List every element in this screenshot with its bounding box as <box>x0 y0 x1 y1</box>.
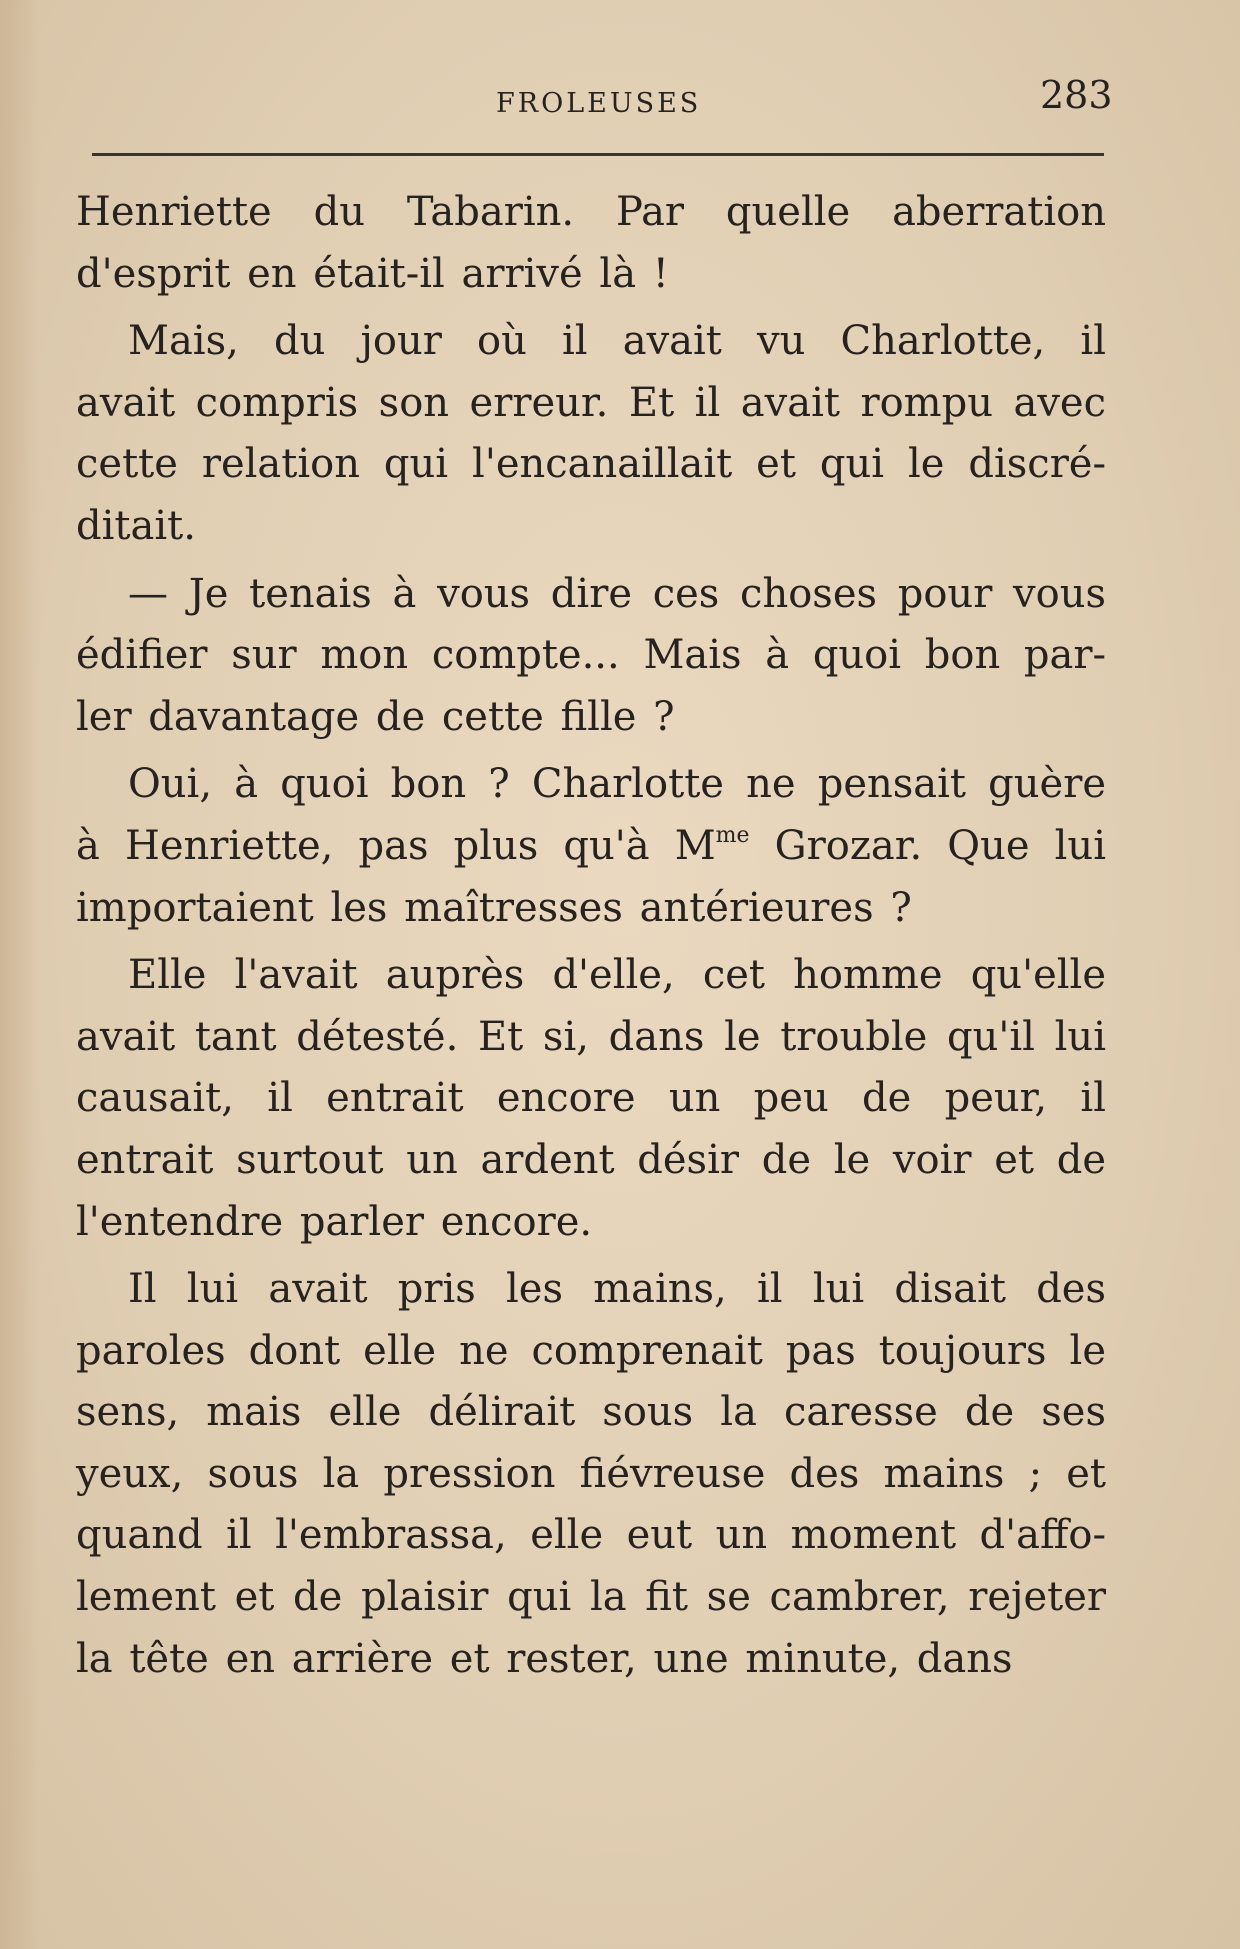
text-line: la tête en arrière et rester, une minute, dans <box>76 1635 1013 1682</box>
text-line: paroles dont elle ne comprenait pas toujours le <box>76 1327 1106 1374</box>
text-line: à Henriette, pas plus qu'à $M^{me}$ Grozar. Que lui <box>76 822 1106 869</box>
text-line: ler davantage de cette fille ? <box>76 693 675 740</box>
paragraph <box>76 182 1106 305</box>
running-head: FROLEUSES <box>496 88 702 119</box>
header-rule <box>92 153 1104 156</box>
superscript: me <box>715 822 750 848</box>
text-line: cette relation qui l'encanaillait et qui le discré- <box>76 441 1106 488</box>
paragraph <box>76 311 1106 557</box>
text-line: Mais, du jour où il avait vu Charlotte, il <box>128 318 1106 365</box>
text-line: — Je tenais à vous dire ces choses pour vous <box>128 570 1106 617</box>
text-line: yeux, sous la pression fiévreuse des mains ; et <box>76 1450 1106 1497</box>
text-line: quand il l'embrassa, elle eut un moment d'affo- <box>76 1512 1106 1559</box>
text-line: l'entendre parler encore. <box>76 1198 593 1245</box>
text-line: sens, mais elle délirait sous la caresse de ses <box>76 1389 1106 1436</box>
text-line: causait, il entrait encore un peu de peur, il <box>76 1075 1106 1122</box>
text-line: d'esprit en était-il arrivé là ! <box>76 250 669 297</box>
paragraph <box>76 945 1106 1253</box>
paragraph <box>76 754 1106 939</box>
text-line: avait compris son erreur. Et il avait rompu avec <box>76 379 1106 426</box>
page-number: 283 <box>1040 73 1113 117</box>
text-line: Oui, à quoi bon ? Charlotte ne pensait guère <box>128 761 1106 808</box>
text-line: ditait. <box>76 502 196 549</box>
text-line: édifier sur mon compte... Mais à quoi bon par- <box>76 632 1106 679</box>
text-line: Henriette du Tabarin. Par quelle aberration <box>76 189 1106 235</box>
body-text <box>76 182 1106 1690</box>
paragraph <box>76 564 1106 749</box>
text-line: Elle l'avait auprès d'elle, cet homme qu'elle <box>128 952 1106 999</box>
paragraph <box>76 1259 1106 1690</box>
text-line: avait tant détesté. Et si, dans le trouble qu'il lui <box>76 1013 1106 1060</box>
text-line: Il lui avait pris les mains, il lui disait des <box>128 1266 1106 1313</box>
page-gutter-shadow <box>0 0 40 1949</box>
text-line: lement et de plaisir qui la fit se cambrer, rejeter <box>76 1574 1106 1621</box>
text-line: entrait surtout un ardent désir de le voir et de <box>76 1136 1106 1183</box>
text-line: importaient les maîtresses antérieures ? <box>76 884 912 931</box>
